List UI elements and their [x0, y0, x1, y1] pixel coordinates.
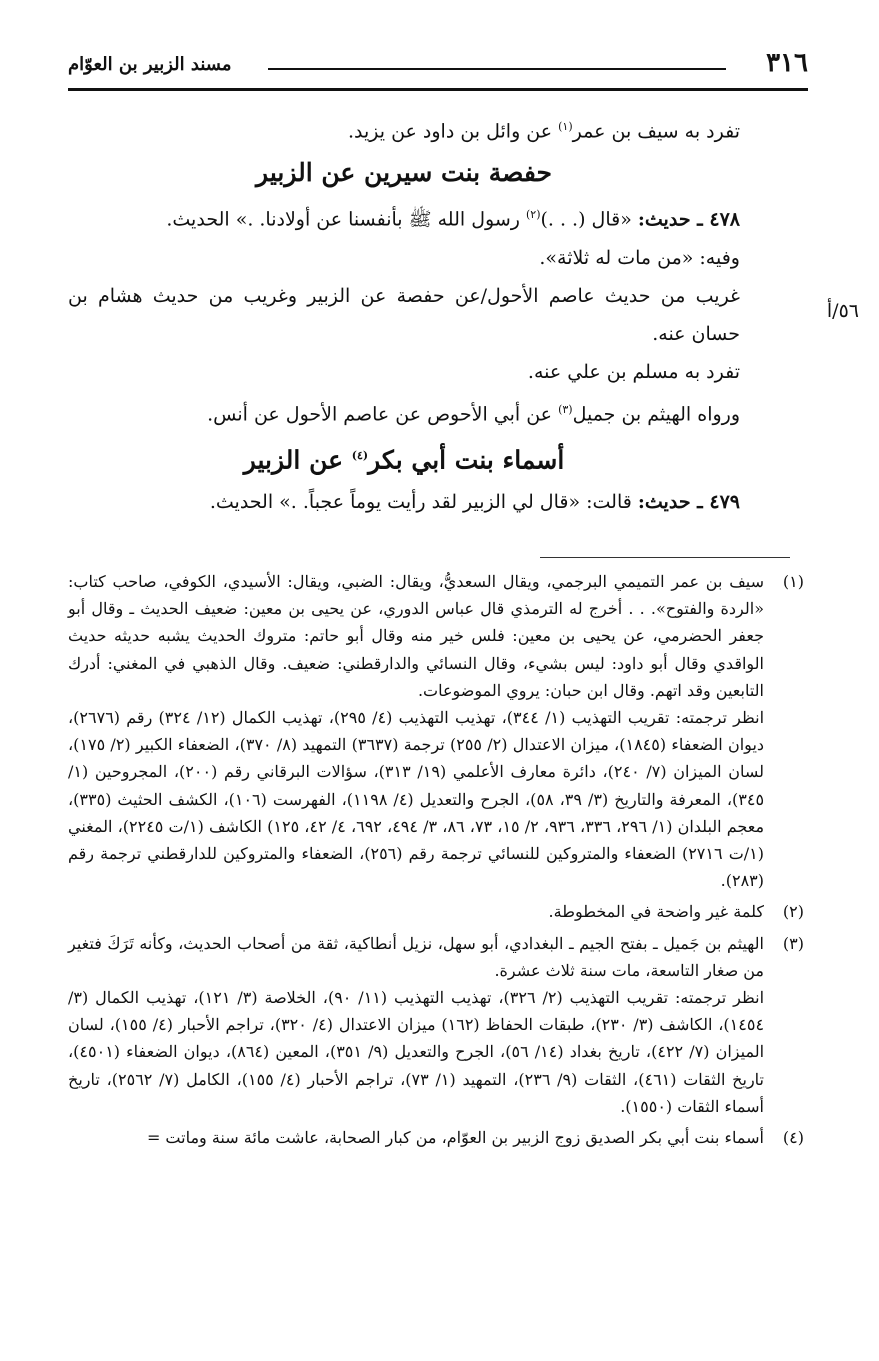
text-line: تفرد به مسلم بن علي عنه.	[527, 360, 740, 383]
footnote-ref: (٣)	[558, 402, 573, 416]
footnote-4	[68, 1124, 804, 1151]
running-header	[68, 46, 808, 90]
footnote-text: انظر ترجمته: تقريب التهذيب (١/ ٣٤٤)، تهذيب التهذيب (٤/ ٢٩٥)، تهذيب الكمال (١٢/ ٣٢٤) رقم (٢٦٧٦)، ديوان الضعفاء (١٨٤٥)، ميزان الاعتدال (٢/ ٢٥٥) ترجمة (٣٦٣٧) التمهيد (٨/ ٣٧٠)، الضعفاء الكبير (٢/ ١٧٥)، لسان الميزان (٧/ ٢٤٠)، دائرة معارف الأعلمي (١٩/ ٣١٣)، سؤالات البرقاني رقم (٢٠٠)، المجروحين (١/ ٣٤٥)، المعرفة والتاريخ (٣/ ٣٩، ٥٨)، الجرح والتعديل (٤/ ١١٩٨)، الفهرست (١٠٦)، الكشف الحثيث (٣٣٥)، معجم البلدان (١/ ٢٩٦، ٣٣٦، ٩٣٦، ٢/ ١٥، ٧٣، ٨٦، ٣/ ٤٩٤، ٦٩٢، ٤/ ٤٢، ١٢٥) الكاشف (١/ت ٢٢٤٥)، المغني (١/ت ٢٧١٦) الضعفاء والمتروكين للنسائي ترجمة رقم (٢٥٦)، الضعفاء والمتروكين للدارقطني ترجمة رقم (٢٨٣).	[68, 708, 765, 891]
header-rule	[68, 88, 808, 91]
footnote-2	[68, 898, 804, 925]
hadith-number: ٤٧٨ ـ حديث:	[637, 208, 740, 231]
text-line: وفيه: «من مات له ثلاثة».	[539, 246, 740, 269]
footnotes	[68, 568, 804, 1155]
running-title: مسند الزبير بن العوّام	[68, 54, 232, 75]
footnote-3	[68, 930, 804, 1120]
text-line: تفرد به سيف بن عمر$^{(١)}$ عن وائل بن داود عن يزيد.	[347, 120, 740, 143]
text-paragraph: غريب من حديث عاصم الأحول/عن حفصة عن الزبير وغريب من حديث هشام بن حسان عنه.	[68, 284, 740, 345]
footnote-text: الهيثم بن جَميل ـ بفتح الجيم ـ البغدادي، أبو سهل، نزيل أنطاكية، ثقة من أصحاب الحديث، وكأنه تَرَكَ فتغير من صغار التاسعة، مات سنة ثلاث عشرة.	[68, 933, 764, 980]
footnote-ref: (٢)	[525, 208, 541, 222]
footnote-text: أسماء بنت أبي بكر الصديق زوج الزبير بن العوّام، من كبار الصحابة، عاشت مائة سنة وماتت =	[146, 1128, 764, 1148]
footnote-number: (٢)	[782, 902, 804, 922]
footnote-separator	[540, 557, 790, 558]
text-line: ورواه الهيثم بن جميل$^{(٣)}$ عن أبي الأحوص عن عاصم الأحول عن أنس.	[207, 402, 740, 425]
footnote-number: (١)	[782, 572, 804, 591]
footnote-text: انظر ترجمته: تقريب التهذيب (٢/ ٣٢٦)، تهذيب التهذيب (١١/ ٩٠)، الخلاصة (٣/ ١٢١)، تهذيب الكمال (٣/ ١٤٥٤)، الكاشف (٣/ ٢٣٠)، طبقات الحفاظ (١٦٢) ميزان الاعتدال (٤/ ٣٢٠)، تراجم الأحبار (٤/ ١٥٥)، لسان الميزان (٧/ ٤٢٢)، تاريخ بغداد (١٤/ ٥٦)، الجرح والتعديل (٩/ ٣٥١)، المعين (٨٦٤)، ديوان الضعفاء (٤٥٠١)، تاريخ الثقات (٤٦١)، الثقات (٩/ ٢٣٦)، التمهيد (١/ ٧٣)، تراجم الأحبار (٤/ ١٥٥)، الكامل (٧/ ٢٥٦٢)، تاريخ أسماء الثقات (١٥٥٠).	[68, 988, 765, 1116]
hadith-478: ٤٧٨ ـ حديث: «قال (. . .)$^{(٢)}$ رسول الله ﷺ بأنفسنا عن أولادنا. .» الحديث.	[166, 208, 740, 231]
footnote-ref: (١)	[558, 120, 573, 133]
footnote-number: (٣)	[782, 933, 804, 953]
main-text	[68, 108, 740, 521]
header-dash	[268, 68, 726, 70]
page-number: ٣١٦	[766, 48, 808, 78]
margin-folio-ref: ٥٦/أ	[826, 300, 859, 322]
footnote-number: (٤)	[782, 1128, 804, 1148]
footnote-text: كلمة غير واضحة في المخطوطة.	[548, 902, 764, 922]
section-heading: حفصة بنت سيرين عن الزبير	[256, 158, 552, 188]
footnote-text: سيف بن عمر التميمي البرجمي، ويقال السعديُّ، ويقال: الضبي، ويقال: الأسيدي، الكوفي، صاحب كتاب: «الردة والفتوح». . . أخرج له الترمذي قال عباس الدوري، عن يحيى بن معين: ضعيف الحديث ـ وقال أبو جعفر الحضرمي، عن يحيى بن معين: فلس خير منه وقال أبو حاتم: متروك الحديث يشبه حديثه حديث الواقدي وقال أبو داود: ليس بشيء، وقال النسائي والدارقطني: ضعيف. وقال الذهبي في المغني: أدرك التابعين وقد اتهم. وقال ابن حبان: يروي الموضوعات.	[68, 572, 765, 700]
section-heading: أسماء بنت أبي بكر$^{(٤)}$ عن الزبير	[243, 445, 565, 475]
footnote-1	[68, 568, 804, 894]
hadith-479: ٤٧٩ ـ حديث: قالت: «قال لي الزبير لقد رأيت يوماً عجباً. .» الحديث.	[209, 491, 740, 514]
footnote-ref: (٤)	[351, 448, 369, 462]
hadith-number: ٤٧٩ ـ حديث:	[637, 491, 740, 514]
